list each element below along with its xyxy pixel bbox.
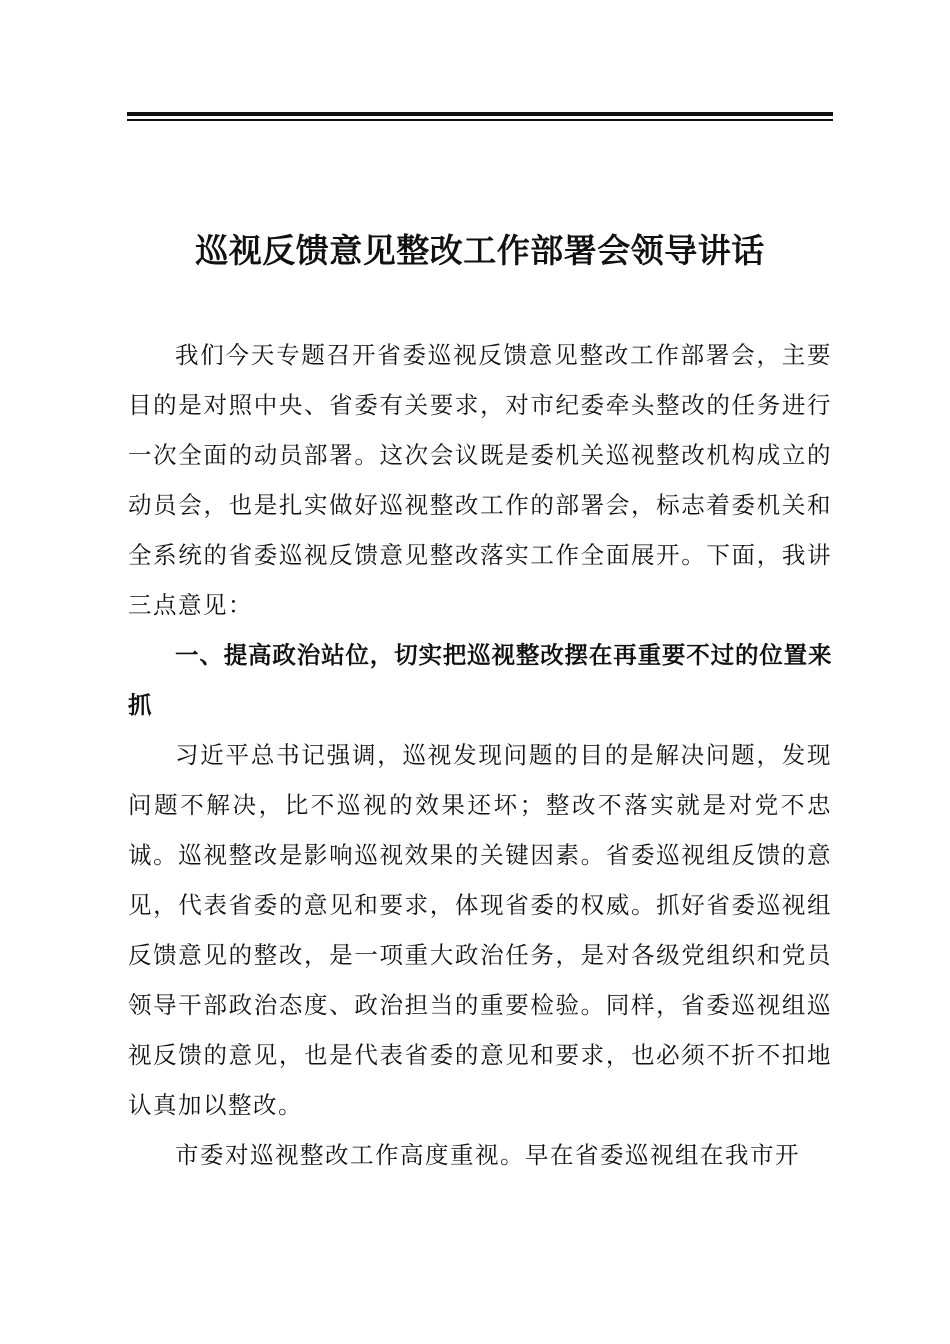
paragraph-section-1: 习近平总书记强调，巡视发现问题的目的是解决问题，发现问题不解决，比不巡视的效果还坏；整改不落实就是对党不忠诚。巡视整改是影响巡视效果的关键因素。省委巡视组反馈的意见，代表省委的意见和要求，体现省委的权威。抓好省委巡视组反馈意见的整改，是一项重大政治任务，是对各级党组织和党员领导干部政治态度、政治担当的重要检验。同样，省委巡视组巡视反馈的意见，也是代表省委的意见和要求，也必须不折不扣地认真加以整改。 [128,741,832,1119]
header-rule-thin [127,119,833,121]
header-rule-thick [127,112,833,116]
section-heading-1: 一、提高政治站位，切实把巡视整改摆在再重要不过的位置来抓 [128,641,832,719]
paragraph-intro: 我们今天专题召开省委巡视反馈意见整改工作部署会，主要目的是对照中央、省委有关要求，对市纪委牵头整改的任务进行一次全面的动员部署。这次会议既是委机关巡视整改机构成立的动员会，也是扎实做好巡视整改工作的部署会，标志着委机关和全系统的省委巡视反馈意见整改落实工作全面展开。下面，我讲三点意见： [128,341,832,619]
document-body [128,330,832,1180]
document-title: 巡视反馈意见整改工作部署会领导讲话 [195,231,765,270]
paragraph-continued: 市委对巡视整改工作高度重视。早在省委巡视组在我市开 [175,1141,800,1169]
